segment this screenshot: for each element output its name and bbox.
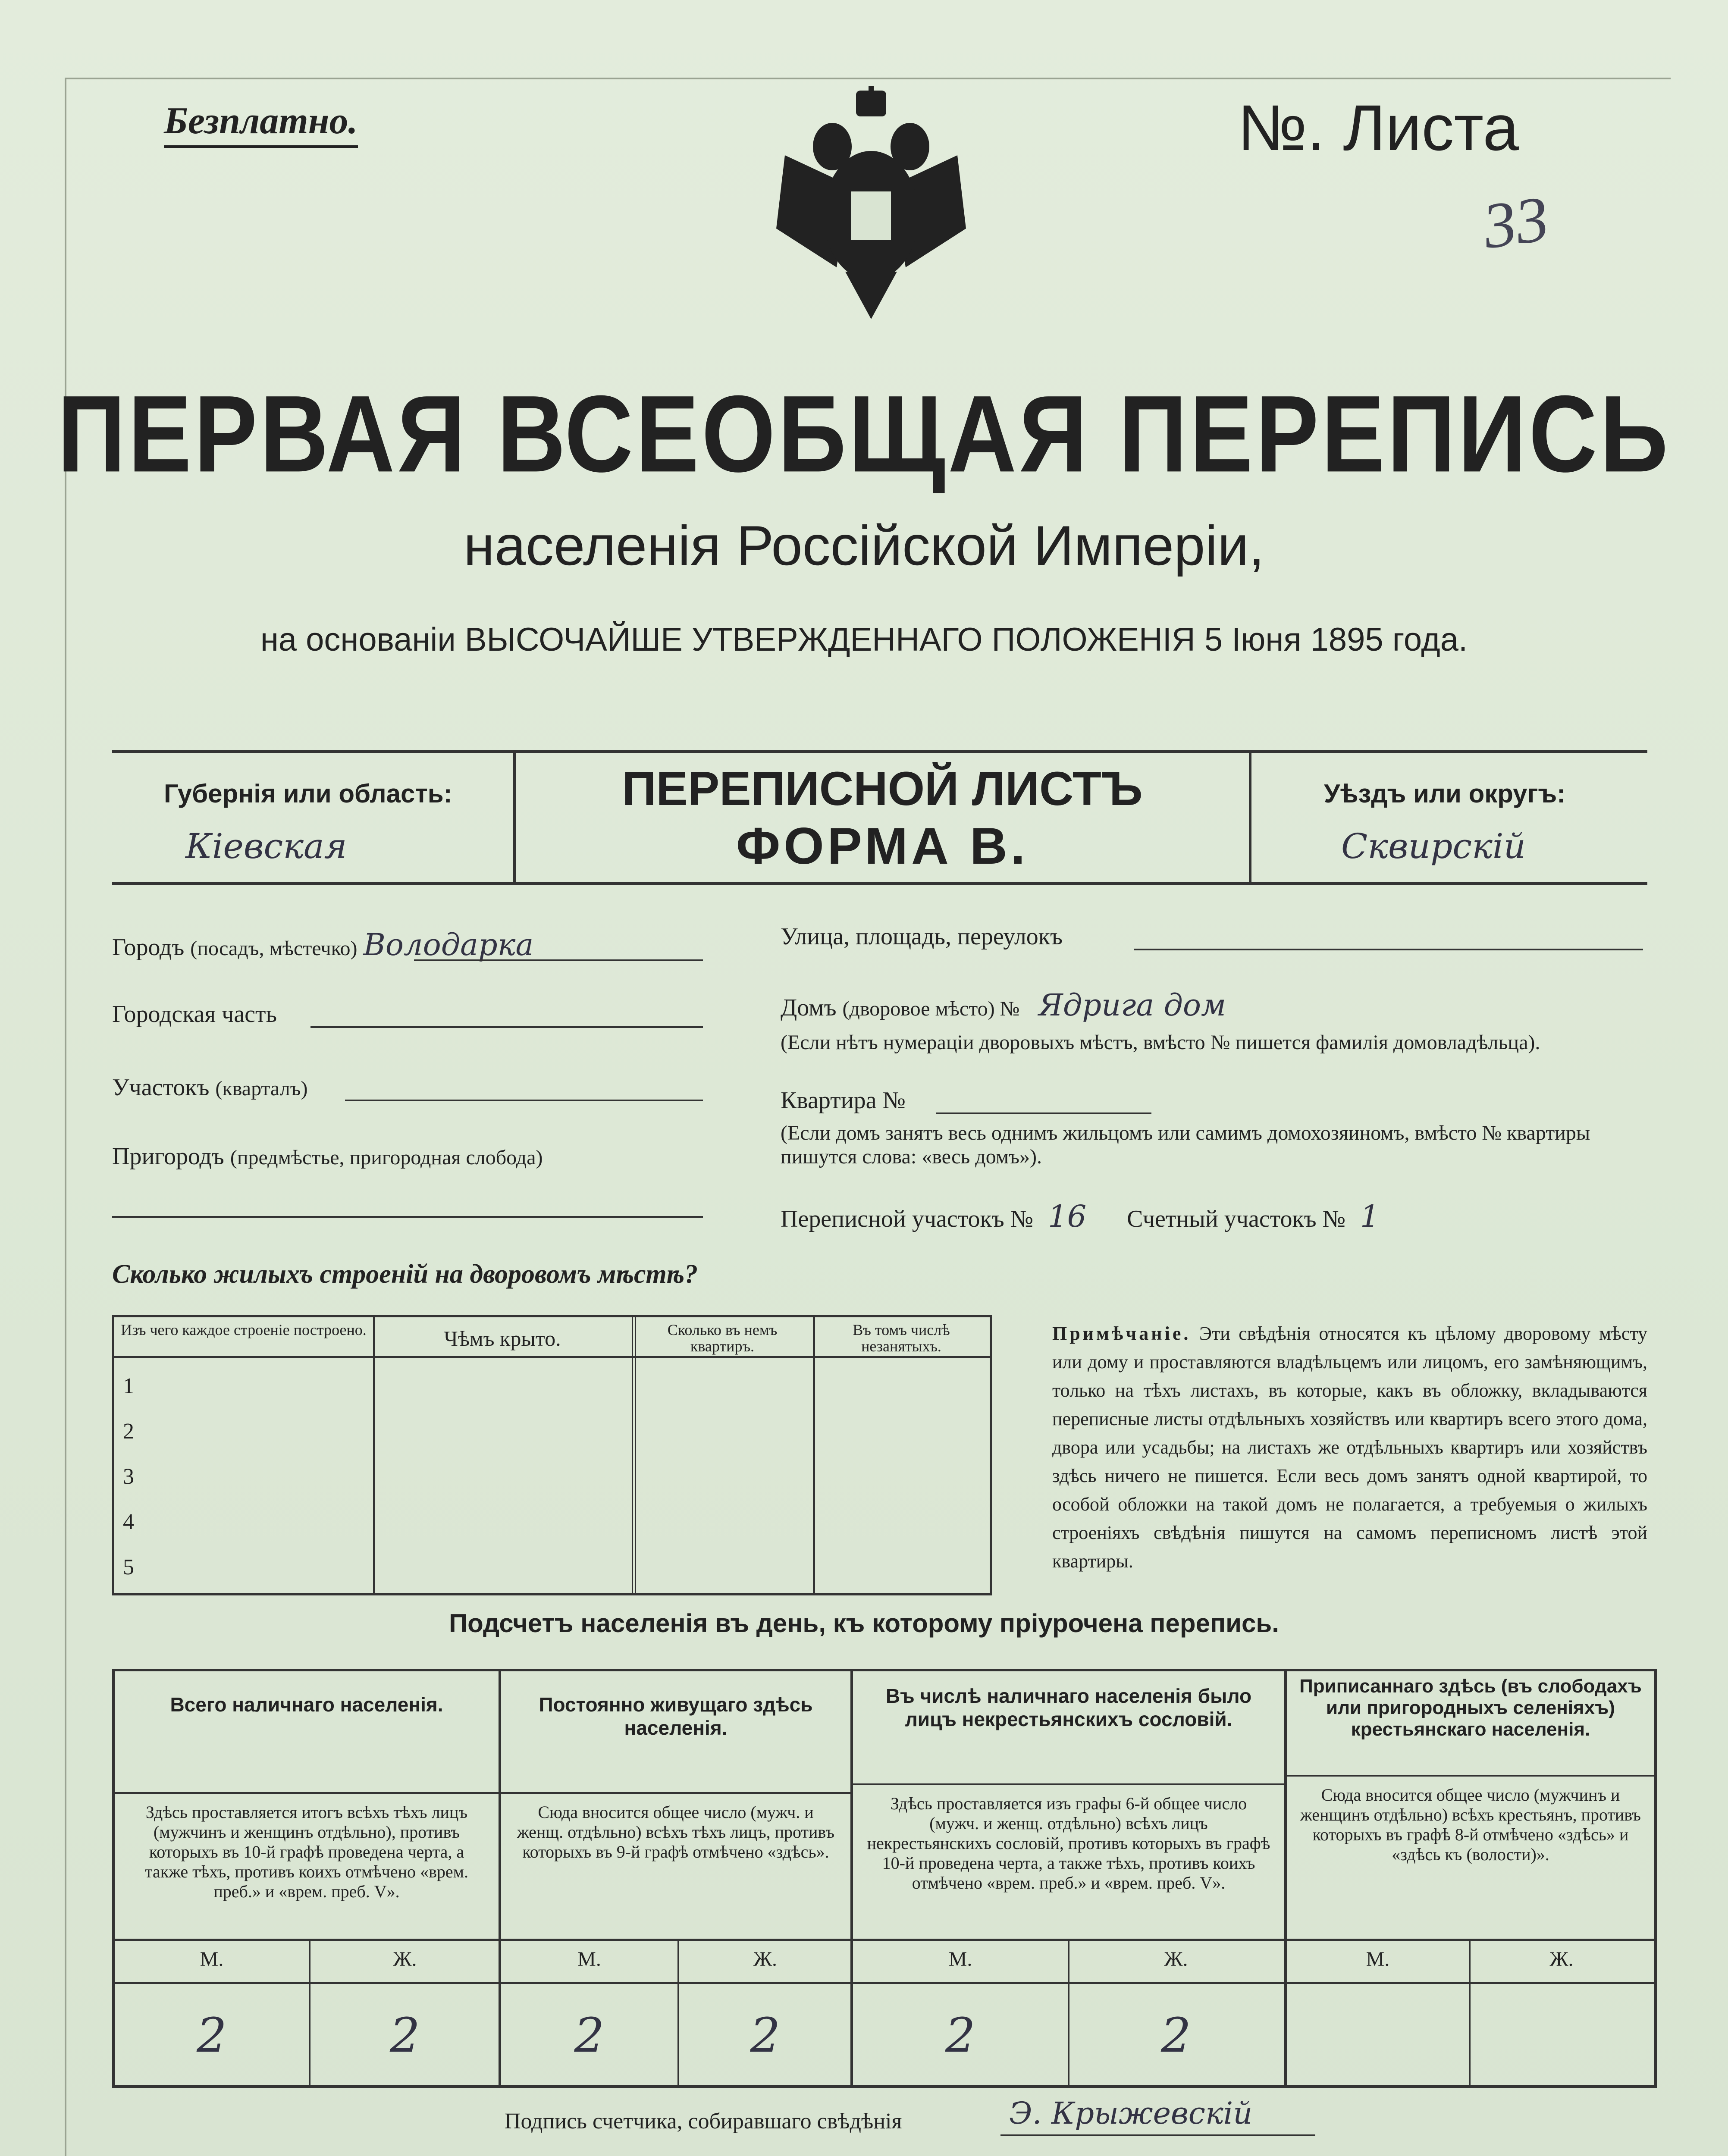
form-title: ПЕРЕПИСНОЙ ЛИСТЪ xyxy=(622,762,1143,815)
note-text: Эти свѣдѣнія относятся къ цѣлому дворовому мѣсту или дому и проставляются владѣльцемъ или лицомъ, его замѣняющимъ, только на тѣхъ листахъ, въ которые, какъ въ обложку, вкладываются переписные листы отдѣльныхъ хозяйствъ или квартиръ всего этого дома, двора или усадьбы; на листахъ же отдѣльныхъ квартиръ или хозяйствъ здѣсь ничего не пишется. Если весь домъ занятъ одной квартирой, то особой обложки на такой домъ не полагается, а требуемыя о жилыхъ строеніяхъ свѣдѣнія пишутся на самомъ переписномъ листѣ этой квартиры. xyxy=(1052,1323,1648,1572)
col-roof: Чѣмъ крыто. xyxy=(444,1326,561,1351)
group-desc: Здѣсь проставляется итогъ всѣхъ тѣхъ лицъ (мужчинъ и женщинъ отдѣльно), противъ которыхъ въ 10-й графѣ проведена черта, а также тѣхъ, противъ коихъ отмѣчено «врем. преб.» и «врем. преб. V». xyxy=(145,1802,468,1901)
province-label: Губернія или область: xyxy=(164,779,452,808)
province-box xyxy=(112,750,513,885)
signature-label: Подпись счетчика, собиравшаго свѣдѣнія xyxy=(505,2109,902,2134)
province-value: Кіевская xyxy=(185,826,347,866)
tally-value-f: 2 xyxy=(750,2008,781,2063)
city-part-label: Городская часть xyxy=(112,1001,277,1028)
suburb-hint: (предмѣстье, пригородная слобода) xyxy=(230,1146,543,1169)
double-headed-eagle-emblem-icon xyxy=(759,86,983,319)
apartment-note: (Если домъ занятъ весь однимъ жильцомъ или самимъ домохозяиномъ, вмѣсто № квартиры пишутся слова: «весь домъ»). xyxy=(781,1122,1590,1168)
suburb-label: Пригородъ xyxy=(112,1143,224,1170)
tally-value-m: 2 xyxy=(197,2008,227,2063)
col-uninhabited: Въ томъ числѣ незанятыхъ. xyxy=(853,1321,950,1355)
mf-values-line xyxy=(115,1982,1654,1984)
town-line xyxy=(414,959,703,961)
house-hint: (дворовое мѣсто) № xyxy=(842,997,1020,1020)
signature-value: Э. Крыжевскій xyxy=(1009,2096,1253,2131)
district-label: Уѣздъ или округъ: xyxy=(1324,779,1566,808)
tally-group xyxy=(1287,1671,1654,2085)
col-material: Изъ чего каждое строеніе построено. xyxy=(121,1321,367,1338)
m-label: М. xyxy=(1366,1948,1390,1971)
tally-value-f: 2 xyxy=(390,2008,420,2063)
sheet-number-label: №. Листа xyxy=(1238,91,1519,164)
m-label: М. xyxy=(577,1948,601,1971)
row-number: 1 xyxy=(123,1374,134,1398)
m-label: М. xyxy=(948,1948,972,1971)
f-label: Ж. xyxy=(753,1948,777,1971)
group-desc: Здѣсь проставляется изъ графы 6-й общее число (мужч. и женщ. отдѣльно) всѣхъ лицъ некрестьянскихъ сословій, противъ которыхъ въ графѣ 10-й проведена черта, а также тѣхъ, противъ коихъ отмѣчено «врем. преб.» и «врем. преб. V». xyxy=(867,1794,1270,1893)
buildings-table xyxy=(112,1315,992,1595)
suburb-field xyxy=(112,1143,543,1170)
house-field xyxy=(781,987,1643,1023)
district-value: Сквирскій xyxy=(1341,826,1526,866)
precinct-hint: (кварталъ) xyxy=(215,1077,308,1100)
col-apartments: Сколько въ немъ квартиръ. xyxy=(667,1321,778,1355)
buildings-col-divider xyxy=(632,1317,636,1593)
m-label: М. xyxy=(200,1948,224,1971)
sheet-number-handwritten: 33 xyxy=(1479,182,1553,263)
buildings-question: Сколько жилыхъ строеній на дворовомъ мѣстѣ? xyxy=(112,1260,698,1289)
note xyxy=(1052,1319,1647,1576)
precinct-label: Участокъ xyxy=(112,1074,210,1101)
row-number: 4 xyxy=(123,1510,134,1534)
house-value: Ядрига дом xyxy=(1038,987,1226,1023)
f-label: Ж. xyxy=(393,1948,417,1971)
tally-value-m: 2 xyxy=(574,2008,605,2063)
form-name: ФОРМА В. xyxy=(736,817,1029,875)
house-note: (Если нѣтъ нумераціи дворовыхъ мѣстъ, вмѣсто № пишется фамилія домовладѣльца). xyxy=(781,1031,1540,1054)
row-number: 5 xyxy=(123,1555,134,1579)
page-title: ПЕРВАЯ ВСЕОБЩАЯ ПЕРЕПИСЬ xyxy=(57,373,1671,495)
apartment-label: Квартира № xyxy=(781,1087,906,1114)
tally-value-m: 2 xyxy=(945,2008,975,2063)
note-label: Примѣчаніе. xyxy=(1052,1323,1191,1344)
tally-value-f: 2 xyxy=(1161,2008,1191,2063)
group-desc: Сюда вносится общее число (мужчинъ и женщинъ отдѣльно) всѣхъ крестьянъ, противъ которыхъ въ графѣ 8-й отмѣчено «здѣсь» и «здѣсь къ (волости)». xyxy=(1300,1785,1641,1864)
group-head: Въ числѣ наличнаго населенія было лицъ некрестьянскихъ сословій. xyxy=(853,1671,1284,1785)
counting-district-label: Счетный участокъ № xyxy=(1127,1206,1346,1232)
town-field xyxy=(112,927,703,962)
legal-basis: на основаніи ВЫСОЧАЙШЕ УТВЕРЖДЕННАГО ПОЛОЖЕНІЯ 5 Іюня 1895 года. xyxy=(260,621,1468,658)
street-label: Улица, площадь, переулокъ xyxy=(781,923,1063,950)
apartment-line xyxy=(936,1112,1151,1114)
f-label: Ж. xyxy=(1549,1948,1574,1971)
group-head: Всего наличнаго населенія. xyxy=(115,1671,499,1794)
group-desc: Сюда вносится общее число (мужч. и женщ. отдѣльно) всѣхъ тѣхъ лицъ, противъ которыхъ въ 9-й графѣ отмѣчено «здѣсь». xyxy=(517,1802,834,1861)
page-subtitle: населенія Россійской Имперіи, xyxy=(463,514,1264,577)
row-number: 2 xyxy=(123,1419,134,1444)
free-label: Безплатно. xyxy=(164,99,358,148)
buildings-col-divider xyxy=(373,1317,375,1593)
row-number: 3 xyxy=(123,1464,134,1489)
town-label: Городъ xyxy=(112,934,185,961)
town-value: Володарка xyxy=(363,927,534,962)
town-hint: (посадъ, мѣстечко) xyxy=(190,937,358,960)
signature-line xyxy=(1000,2134,1315,2136)
suburb-line xyxy=(112,1216,703,1218)
city-part-line xyxy=(310,1026,703,1028)
districts-field xyxy=(781,1199,1643,1234)
census-district-label: Переписной участокъ № xyxy=(781,1206,1034,1232)
group-head: Приписаннаго здѣсь (въ слободахъ или пригородныхъ селеніяхъ) крестьянскаго населенія. xyxy=(1287,1671,1654,1777)
buildings-col-divider xyxy=(813,1317,815,1593)
precinct-line xyxy=(345,1100,703,1101)
precinct-field xyxy=(112,1074,307,1101)
street-line xyxy=(1134,949,1643,950)
tally-table xyxy=(112,1669,1657,2088)
census-district-value: 16 xyxy=(1048,1199,1087,1234)
district-box xyxy=(1246,750,1647,885)
counting-district-value: 1 xyxy=(1360,1199,1380,1234)
mf-header-line xyxy=(115,1939,1654,1941)
form-title-box xyxy=(513,750,1251,885)
f-label: Ж. xyxy=(1164,1948,1188,1971)
tally-title: Подсчетъ населенія въ день, къ которому пріурочена перепись. xyxy=(449,1609,1279,1638)
group-head: Постоянно живущаго здѣсь населенія. xyxy=(501,1671,850,1794)
house-label: Домъ xyxy=(781,994,837,1021)
